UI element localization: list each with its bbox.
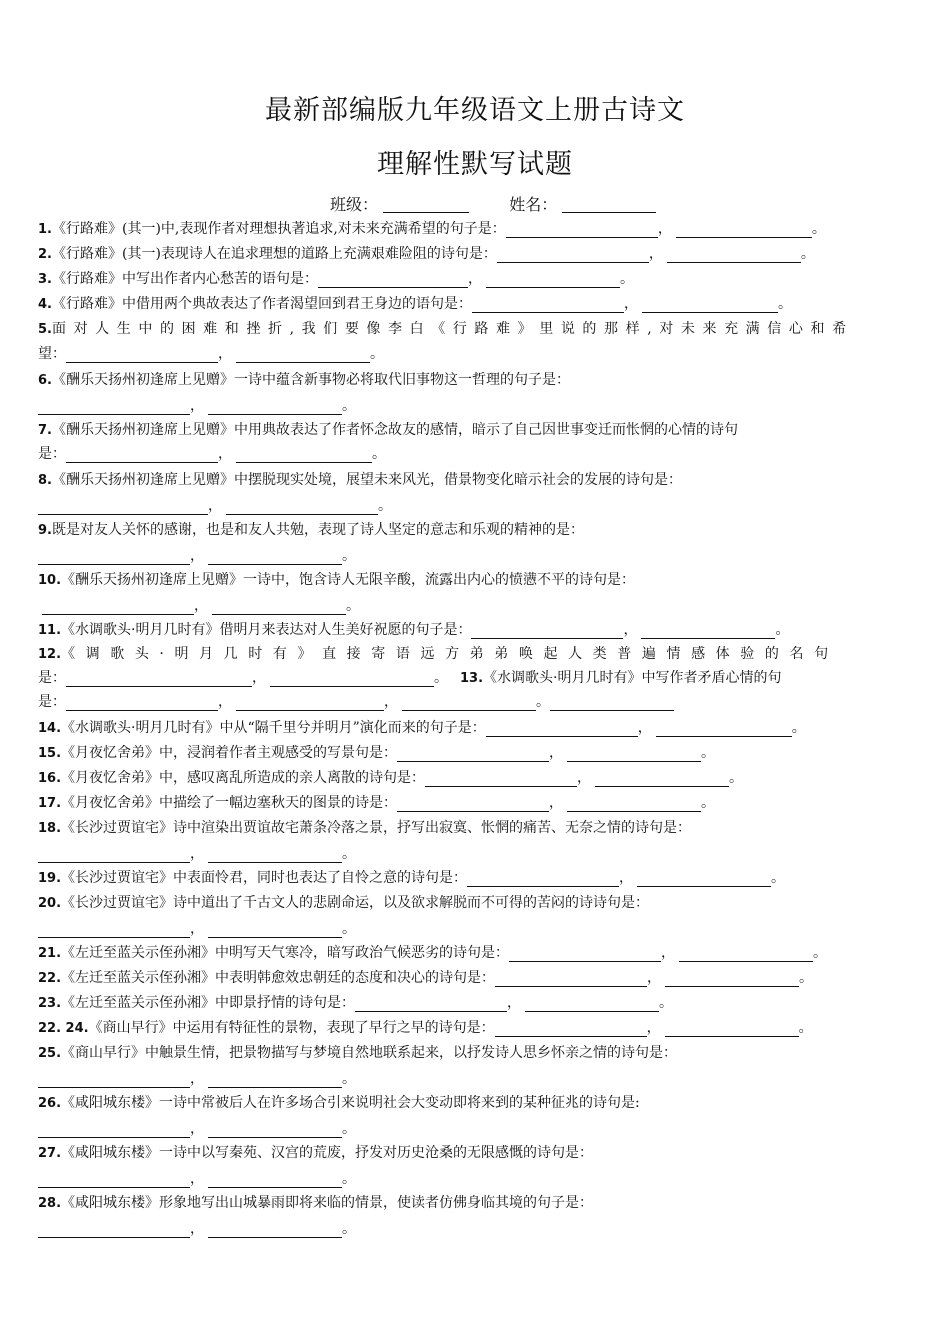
answer-blank[interactable] (66, 445, 218, 463)
answer-blank[interactable] (642, 295, 778, 313)
answer-blank[interactable] (471, 621, 623, 639)
answer-blank[interactable] (66, 693, 218, 711)
question-13: 13. (460, 671, 484, 686)
question-17: 17.《月夜忆舍弟》中描绘了一幅边塞秋天的图景的诗是： ， 。 (38, 795, 716, 811)
question-26: 26.《咸阳城东楼》一诗中常被后人在许多场合引来说明社会大变动即将来到的某种征兆的诗句是: (38, 1095, 640, 1111)
question-1: 1.《行路难》(其一)中,表现作者对理想执著追求,对未来充满希望的句子是： ， 。 (38, 221, 826, 237)
answer-blank[interactable] (318, 270, 468, 288)
question-25: 25.《商山早行》中触景生情，把景物描写与梦境自然地联系起来，以抒发诗人思乡怀亲之情的诗句是： (38, 1045, 678, 1061)
question-24: 22. 24.《商山早行》中运用有特征性的景物，表现了早行之早的诗句是： ， 。 (38, 1020, 813, 1036)
page-title: 最新部编版九年级语文上册古诗文 (265, 95, 685, 126)
question-6-answers: ， 。 (38, 394, 913, 419)
answer-blank[interactable] (509, 944, 661, 962)
question-5-cont: 望： ， 。 (38, 346, 384, 362)
answer-blank[interactable] (208, 920, 342, 938)
question-23: 23.《左迁至蓝关示侄孙湘》中即景抒情的诗句是： ， 。 (38, 995, 674, 1011)
answer-blank[interactable] (665, 1019, 799, 1037)
question-9-answers: ， 。 (38, 544, 913, 569)
question-10: 10.《酬乐天扬州初逢席上见赠》一诗中，饱含诗人无限辛酸，流露出内心的愤懑不平的诗句是： (38, 572, 636, 588)
question-27-answers: ， 。 (38, 1167, 913, 1192)
question-10-answers: ， 。 (38, 594, 913, 619)
question-27: 27.《咸阳城东楼》一诗中以写秦苑、汉宫的荒废，抒发对历史沧桑的无限感慨的诗句是： (38, 1145, 594, 1161)
question-14: 14.《水调歌头·明月几时有》中从“隔千里兮并明月”演化而来的句子是： ， 。 (38, 720, 806, 736)
answer-blank[interactable] (66, 345, 218, 363)
question-11: 11.《水调歌头·明月几时有》借明月来表达对人生美好祝愿的句子是： ， 。 (38, 622, 790, 638)
question-6: 6.《酬乐天扬州初逢席上见赠》一诗中蕴含新事物必将取代旧事物这一哲理的句子是： (38, 372, 570, 388)
question-19: 19.《长沙过贾谊宅》中表面怜君，同时也表达了自怜之意的诗句是： ， 。 (38, 870, 786, 886)
question-7-cont: 是： ， 。 (38, 446, 386, 462)
answer-blank[interactable] (355, 994, 507, 1012)
answer-blank[interactable] (679, 944, 813, 962)
question-12: 12.《调歌头·明月几时有》直接寄语远方弟弟唤起人类普遍情感体验的名句 (38, 646, 839, 662)
answer-blank[interactable] (525, 994, 659, 1012)
question-20: 20.《长沙过贾谊宅》诗中道出了千古文人的悲剧命运，以及欲求解脱而不可得的苦闷的诗诗句是： (38, 895, 650, 911)
answer-blank[interactable] (656, 719, 792, 737)
answer-blank[interactable] (236, 445, 372, 463)
question-25-answers: ， 。 (38, 1067, 913, 1092)
name-label: 姓名： (509, 195, 558, 214)
question-5: 5.面对人生中的困难和挫折,我们要像李白《行路难》里说的那样,对未来充满信心和希 (38, 321, 854, 337)
answer-blank[interactable] (567, 744, 701, 762)
answer-blank[interactable] (486, 270, 620, 288)
answer-blank[interactable] (676, 220, 812, 238)
answer-blank[interactable] (38, 1070, 190, 1088)
answer-blank[interactable] (550, 693, 674, 711)
answer-blank[interactable] (425, 769, 577, 787)
question-13-cont: 是： ， ， 。 (38, 690, 913, 715)
answer-blank[interactable] (208, 397, 342, 415)
student-info-line (330, 192, 656, 215)
question-8: 8.《酬乐天扬州初逢席上见赠》中摆脱现实处境，展望未来风光，借景物变化暗示社会的发展的诗句是： (38, 472, 682, 488)
question-28: 28.《咸阳城东楼》形象地写出山城暴雨即将来临的情景，使读者仿佛身临其境的句子是： (38, 1195, 594, 1211)
answer-blank[interactable] (236, 693, 384, 711)
answer-blank[interactable] (495, 1019, 647, 1037)
answer-blank[interactable] (495, 969, 647, 987)
answer-blank[interactable] (506, 220, 658, 238)
answer-blank[interactable] (397, 794, 549, 812)
answer-blank[interactable] (38, 1170, 190, 1188)
answer-blank[interactable] (486, 719, 638, 737)
answer-blank[interactable] (38, 920, 190, 938)
answer-blank[interactable] (270, 669, 434, 687)
answer-blank[interactable] (667, 245, 801, 263)
question-16: 16.《月夜忆舍弟》中，感叹离乱所造成的亲人离散的诗句是： ， 。 (38, 770, 744, 786)
answer-blank[interactable] (38, 497, 208, 515)
answer-blank[interactable] (567, 794, 701, 812)
question-15: 15.《月夜忆舍弟》中，浸润着作者主观感受的写景句是： ， 。 (38, 745, 716, 761)
page-subtitle: 理解性默写试题 (377, 149, 573, 180)
answer-blank[interactable] (497, 245, 649, 263)
answer-blank[interactable] (208, 1070, 342, 1088)
answer-blank[interactable] (208, 1120, 342, 1138)
question-18: 18.《长沙过贾谊宅》诗中渲染出贾谊故宅萧条冷落之景，抒写出寂寞、怅惘的痛苦、无奈之情的诗句是： (38, 820, 692, 836)
question-18-answers: ， 。 (38, 842, 913, 867)
question-4: 4.《行路难》中借用两个典故表达了作者渴望回到君王身边的语句是： ， 。 (38, 296, 792, 312)
answer-blank[interactable] (42, 597, 194, 615)
question-3: 3.《行路难》中写出作者内心愁苦的语句是： ， 。 (38, 271, 634, 287)
answer-blank[interactable] (641, 621, 775, 639)
question-12-cont: 是： ， 。 13.《水调歌头·明月几时有》中写作者矛盾心情的句 (38, 670, 782, 686)
answer-blank[interactable] (38, 1220, 190, 1238)
answer-blank[interactable] (208, 845, 342, 863)
class-label: 班级： (330, 195, 379, 214)
answer-blank[interactable] (38, 547, 190, 565)
question-21: 21.《左迁至蓝关示侄孙湘》中明写天气寒冷，暗写政治气候恶劣的诗句是： ， 。 (38, 945, 828, 961)
question-2: 2.《行路难》(其一)表现诗人在追求理想的道路上充满艰难险阻的诗句是： ， 。 (38, 246, 815, 262)
question-20-answers: ， 。 (38, 917, 913, 942)
question-22: 22.《左迁至蓝关示侄孙湘》中表明韩愈效忠朝廷的态度和决心的诗句是： ， 。 (38, 970, 814, 986)
answer-blank[interactable] (637, 869, 771, 887)
answer-blank[interactable] (665, 969, 799, 987)
question-7: 7.《酬乐天扬州初逢席上见赠》中用典故表达了作者怀念故友的感情，暗示了自己因世事变迁而怅惘的心情的诗句 (38, 422, 738, 438)
class-blank[interactable] (383, 196, 469, 213)
answer-blank[interactable] (397, 744, 549, 762)
question-8-answers: ， 。 (38, 494, 913, 519)
answer-blank[interactable] (212, 597, 346, 615)
answer-blank[interactable] (208, 1220, 342, 1238)
answer-blank[interactable] (236, 345, 370, 363)
answer-blank[interactable] (66, 669, 252, 687)
answer-blank[interactable] (402, 693, 536, 711)
name-blank[interactable] (562, 196, 656, 213)
answer-blank[interactable] (595, 769, 729, 787)
answer-blank[interactable] (226, 497, 378, 515)
answer-blank[interactable] (467, 869, 619, 887)
answer-blank[interactable] (38, 397, 190, 415)
question-9: 9.既是对友人关怀的感谢，也是和友人共勉，表现了诗人坚定的意志和乐观的精神的是： (38, 522, 584, 538)
answer-blank[interactable] (472, 295, 624, 313)
question-28-answers: ， 。 (38, 1217, 913, 1242)
answer-blank[interactable] (208, 1170, 342, 1188)
question-26-answers: ， 。 (38, 1117, 913, 1142)
answer-blank[interactable] (208, 547, 342, 565)
answer-blank[interactable] (38, 1120, 190, 1138)
answer-blank[interactable] (38, 845, 190, 863)
